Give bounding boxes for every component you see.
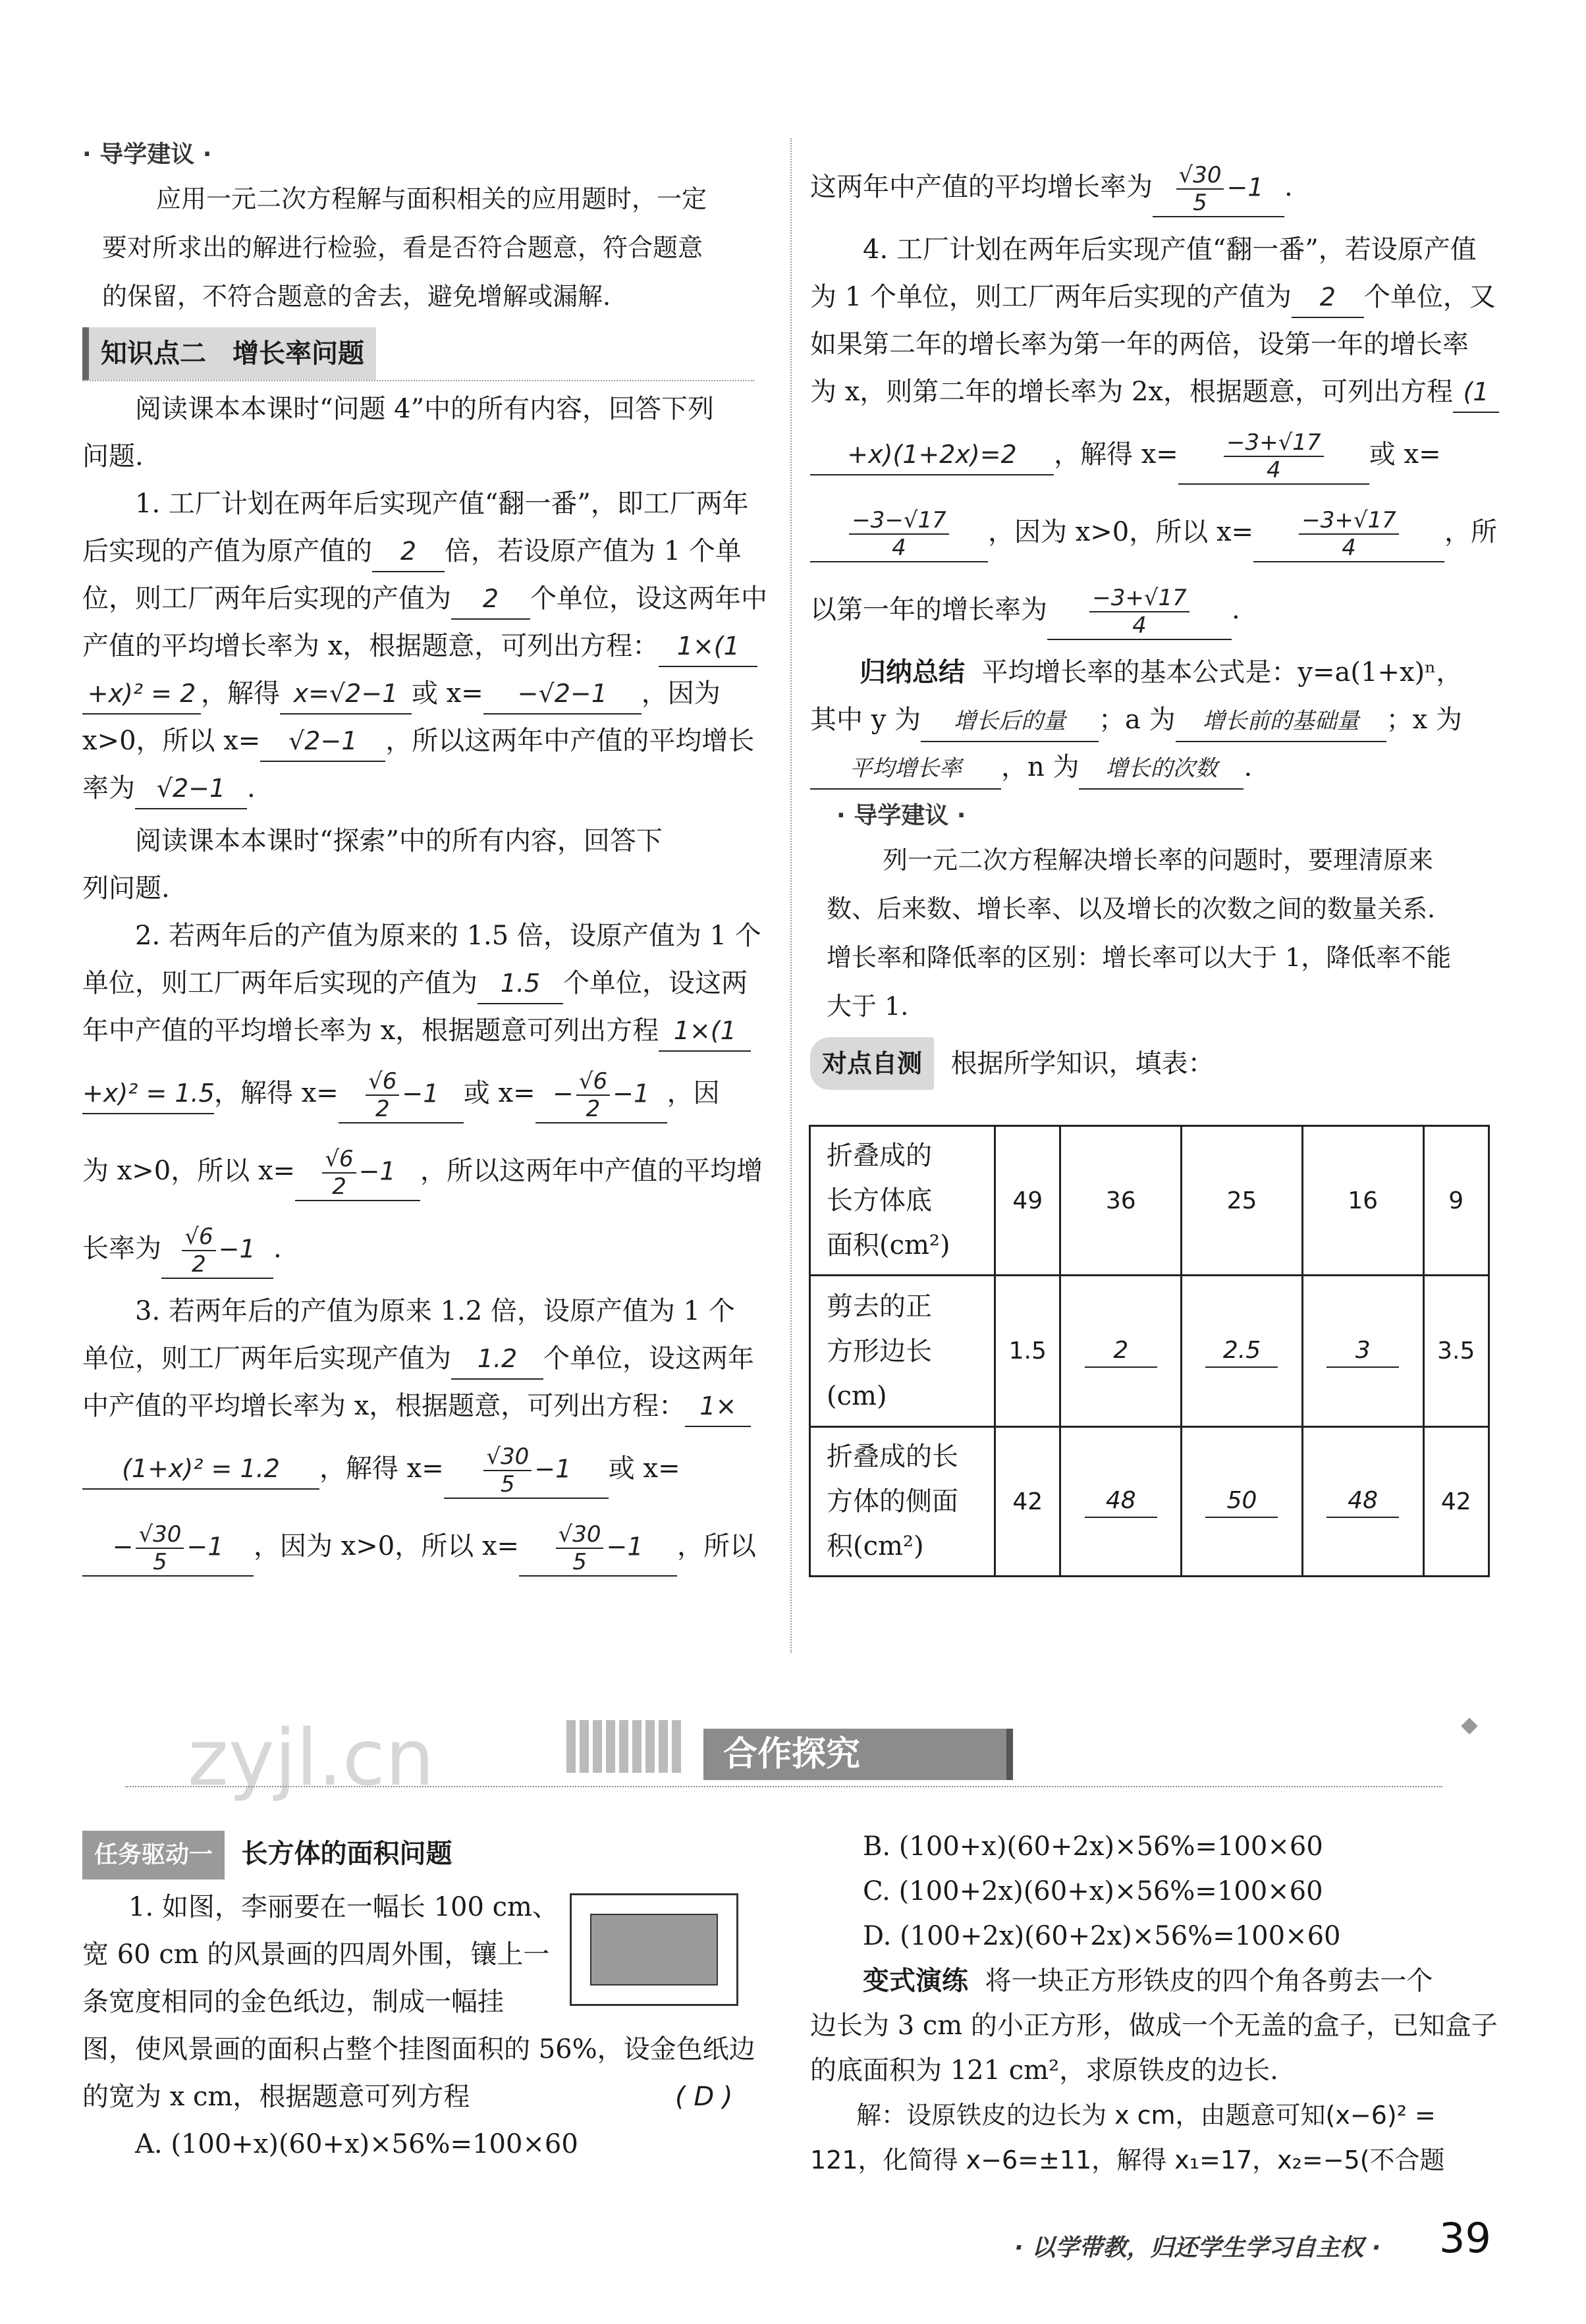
answer-blank: $\frac{√6}{2}$ −1 — [295, 1146, 420, 1201]
option-b: B. (100+x)(60+2x)×56%=100×60 — [863, 1831, 1323, 1862]
answer-blank: $\frac{-3-√17}{4}$ — [810, 507, 988, 562]
guide-title-2: · 导学建议 · — [836, 802, 966, 829]
page-number: 39 — [1439, 2214, 1491, 2262]
q3-continuation: 这两年中产值的平均增长率为 $\frac{√30}{5}$ −1 . — [810, 161, 1293, 216]
left-column — [82, 135, 767, 1585]
table-cell: 25 — [1182, 1126, 1303, 1276]
answer-blank: 2 — [372, 531, 445, 572]
summary-label: 归纳总结 — [860, 657, 965, 688]
answer-blank: +x)² = 2 — [82, 674, 201, 715]
answer-blank: 2 — [1292, 277, 1364, 318]
q1-line: +x)² = 2 ，解得 x=√2−1 或 x= −√2−1 ，因为 — [82, 670, 767, 717]
answer-blank: 2 — [451, 579, 530, 620]
q1-line: 位，则工厂两年后实现的产值为 2 个单位，设这两年中 — [82, 575, 767, 622]
table-cell: 49 — [995, 1126, 1060, 1276]
coop-q1-line: 宽 60 cm 的风景画的四周外围，镶上一 — [82, 1939, 550, 1970]
table-cell: 1.5 — [995, 1276, 1060, 1427]
option-a: A. (100+x)(60+x)×56%=100×60 — [135, 2129, 578, 2159]
solution-line: 解：设原铁皮的边长为 x cm，由题意可知(x−6)² = — [856, 2101, 1436, 2130]
table-row — [810, 1427, 1489, 1577]
guide-body-1 — [82, 175, 767, 321]
answer-blank: 1.2 — [451, 1339, 543, 1380]
section-title: 合作探究 — [723, 1735, 861, 1774]
q3-line: (1+x)² = 1.2 ，解得 x= $\frac{√30}{5}$ −1 或 x= — [82, 1430, 767, 1507]
variant-line: 变式演练 将一块正方形铁皮的四个角各剪去一个 — [863, 1966, 1433, 1996]
q1-line: 1. 工厂计划在两年后实现产值“翻一番”，即工厂两年 — [135, 489, 749, 519]
self-test-prompt: 根据所学知识，填表： — [950, 1048, 1215, 1079]
answer-blank: −√2−1 — [483, 674, 642, 715]
table-row — [810, 1126, 1489, 1276]
fill-table — [809, 1125, 1490, 1577]
answer-blank: $\frac{√30}{5}$ −1 — [444, 1444, 609, 1499]
answer-blank: $\frac{-3+√17}{4}$ — [1253, 507, 1444, 562]
table-cell: 36 — [1060, 1126, 1182, 1276]
guide-line: 列一元二次方程解决增长率的问题时，要理清原来 — [883, 846, 1434, 875]
knowledge-point-2-heading: 知识点二 增长率问题 — [82, 327, 376, 380]
answer-blank: $\frac{√6}{2}$ −1 — [339, 1068, 464, 1123]
coop-q1-line: 图，使风景画的面积占整个挂图面积的 56%，设金色纸边 — [82, 2034, 755, 2065]
section-rule — [125, 1786, 1442, 1787]
summary-line: 平均增长率 ，n 为 增长的次数 . — [810, 743, 1495, 791]
q2-line: 年中产值的平均增长率为 x，根据题意可列出方程 1×(1 — [82, 1007, 767, 1054]
q2-line: 2. 若两年后的产值为原来的 1.5 倍，设原产值为 1 个 — [135, 921, 761, 951]
variant-line: 的底面积为 121 cm²，求原铁皮的边长. — [810, 2055, 1278, 2086]
q3-line: 3. 若两年后的产值为原来 1.2 倍，设原产值为 1 个 — [135, 1296, 735, 1326]
answer-blank: +x)(1+2x)=2 — [810, 435, 1054, 475]
table-cell: 50 — [1182, 1427, 1303, 1577]
table-cell: 42 — [1423, 1427, 1489, 1577]
q4-line: 如果第二年的增长率为第一年的两倍，设第一年的增长率 — [810, 329, 1469, 360]
summary-line: 归纳总结 平均增长率的基本公式是：y=a(1+x)ⁿ， — [860, 657, 1463, 688]
self-test-heading — [810, 1037, 1495, 1090]
q4-line: 以第一年的增长率为 $\frac{-3+√17}{4}$ . — [810, 584, 1240, 639]
q2-line: 长率为 $\frac{√6}{2}$ −1 . — [82, 1223, 282, 1278]
q4-line: +x)(1+2x)=2 ，解得 x= $\frac{-3+√17}{4}$ 或 x= — [810, 416, 1495, 493]
answer-blank: 平均增长率 — [810, 749, 1001, 790]
task-heading — [82, 1831, 767, 1879]
table-cell: 3 — [1302, 1276, 1423, 1427]
q2-line: +x)² = 1.5，解得 x= $\frac{√6}{2}$ −1 或 x= − $\frac{√6}{2}$ −1 ，因 — [82, 1067, 720, 1122]
read-instruction: 阅读课本本课时“探索”中的所有内容，回答下 — [135, 826, 663, 856]
table-cell: 3.5 — [1423, 1276, 1489, 1427]
q1-line: 后实现的产值为原产值的 2 倍，若设原产值为 1 个单 — [82, 527, 767, 575]
guide-line: 的保留，不符合题意的舍去，避免增解或漏解. — [102, 282, 611, 311]
answer-blank: $\frac{√30}{5}$ −1 — [1153, 162, 1284, 217]
q4-line: 4. 工厂计划在两年后实现产值“翻一番”，若设原产值 — [863, 234, 1477, 265]
table-cell: 9 — [1423, 1126, 1489, 1276]
q2-line: 单位，则工厂两年后实现的产值为 1.5 个单位，设这两 — [82, 959, 767, 1007]
task-title: 长方体的面积问题 — [241, 1839, 452, 1869]
table-cell: 2.5 — [1182, 1276, 1303, 1427]
q1-line: x>0，所以 x= √2−1 ，所以这两年中产值的平均增长 — [82, 717, 767, 765]
answer-blank: 1× — [685, 1386, 751, 1427]
column-divider — [790, 138, 792, 1653]
answer-blank: $\frac{-3+√17}{4}$ — [1178, 429, 1369, 485]
guide-body-2 — [810, 836, 1495, 1031]
answer-blank: 增长前的基础量 — [1176, 701, 1386, 742]
footer-slogan: · 以学带教，归还学生学习自主权 · — [1014, 2234, 1381, 2261]
row-header: 剪去的正 方形边长 (cm) — [810, 1276, 995, 1427]
q4-line: 为 x，则第二年的增长率为 2x，根据题意，可列出方程 (1 — [810, 368, 1495, 416]
answer-blank: $\frac{√30}{5}$ −1 — [519, 1521, 677, 1577]
solution-line: 121，化简得 x−6=±11，解得 x₁=17，x₂=−5(不合题 — [810, 2146, 1445, 2175]
answer-blank: (1+x)² = 1.2 — [82, 1449, 319, 1490]
table-cell: 48 — [1060, 1427, 1182, 1577]
coop-q1-line: 1. 如图，李丽要在一幅长 100 cm、 — [128, 1892, 559, 1922]
option-d: D. (100+2x)(60+2x)×56%=100×60 — [863, 1921, 1341, 1951]
answer-blank: $\frac{-3+√17}{4}$ — [1047, 585, 1232, 640]
table-cell: 48 — [1302, 1427, 1423, 1577]
table-cell: 2 — [1060, 1276, 1182, 1427]
read-instruction: 问题. — [82, 441, 144, 472]
answer-choice: ( D ) — [675, 2082, 733, 2112]
right-column — [810, 148, 1498, 1090]
variant-line: 边长为 3 cm 的小正方形，做成一个无盖的盒子，已知盒子 — [810, 2011, 1498, 2041]
read-instruction: 列问题. — [82, 873, 170, 904]
coop-right-column — [810, 1824, 1498, 2182]
table-row — [810, 1276, 1489, 1427]
option-c: C. (100+2x)(60+x)×56%=100×60 — [863, 1876, 1323, 1906]
guide-line: 应用一元二次方程解与面积相关的应用题时，一定 — [156, 184, 707, 213]
guide-line: 大于 1. — [827, 992, 909, 1021]
answer-blank: $\frac{√6}{2}$ −1 — [161, 1224, 273, 1279]
self-test-label: 对点自测 — [810, 1037, 934, 1090]
table-cell: 42 — [995, 1427, 1060, 1577]
row-header: 折叠成的 长方体底 面积(cm²) — [810, 1126, 995, 1276]
guide-line: 数、后来数、增长率、以及增长的次数之间的数量关系. — [827, 894, 1436, 923]
answer-blank: 增长的次数 — [1079, 749, 1244, 790]
answer-blank: x=√2−1 — [280, 674, 412, 715]
section-ornament — [566, 1720, 685, 1773]
q3-line: − $\frac{√30}{5}$ −1 ，因为 x>0，所以 x= $\frac{√30}{5}$ −1 ，所以 — [82, 1507, 767, 1585]
coop-q1-line: 条宽度相同的金色纸边，制成一幅挂 — [82, 1987, 504, 2017]
table-cell: 16 — [1302, 1126, 1423, 1276]
q2-line: 为 x>0，所以 x= $\frac{√6}{2}$ −1 ，所以这两年中产值的平均增 — [82, 1145, 763, 1200]
answer-blank: − $\frac{√30}{5}$ −1 — [82, 1521, 254, 1577]
q4-line: 为 1 个单位，则工厂两年后实现的产值为 2 个单位，又 — [810, 273, 1495, 321]
q1-line: 率为 √2−1 . — [82, 765, 767, 812]
answer-blank: √2−1 — [135, 769, 247, 809]
framed-picture-figure — [570, 1893, 738, 2006]
answer-blank: 1×(1 — [659, 1011, 751, 1052]
answer-blank: 增长后的量 — [921, 701, 1099, 742]
watermark: zyjl.cn — [188, 1712, 435, 1803]
row-header: 折叠成的长 方体的侧面 积(cm²) — [810, 1427, 995, 1577]
diamond-ornament — [1461, 1717, 1477, 1734]
guide-title-1: · 导学建议 · — [82, 141, 212, 168]
answer-blank: (1 — [1453, 372, 1499, 413]
q3-line: 中产值的平均增长率为 x，根据题意，可列出方程： 1× — [82, 1382, 767, 1430]
answer-blank: − $\frac{√6}{2}$ −1 — [535, 1068, 667, 1123]
q1-line: 产值的平均增长率为 x，根据题意，可列出方程： 1×(1 — [82, 622, 767, 670]
answer-blank: 1.5 — [478, 963, 563, 1004]
q4-line: $\frac{-3-√17}{4}$ ，因为 x>0，所以 x= $\frac{-3+√17}{4}$ ，所 — [810, 493, 1495, 571]
coop-q1-line: 的宽为 x cm，根据题意可列方程 ( D ) — [82, 2073, 767, 2121]
answer-blank: +x)² = 1.5 — [82, 1073, 214, 1114]
summary-line: 其中 y 为 增长后的量 ；a 为 增长前的基础量 ；x 为 — [810, 696, 1495, 743]
answer-blank: √2−1 — [260, 721, 385, 762]
guide-line: 要对所求出的解进行检验，看是否符合题意，符合题意 — [102, 233, 703, 262]
variant-label: 变式演练 — [863, 1966, 968, 1996]
read-instruction: 阅读课本本课时“问题 4”中的所有内容，回答下列 — [135, 394, 715, 424]
picture-inner — [590, 1914, 718, 1986]
cooperative-inquiry-banner — [703, 1729, 1013, 1780]
task-label: 任务驱动一 — [82, 1831, 225, 1879]
q3-line: 单位，则工厂两年后实现产值为 1.2 个单位，设这两年 — [82, 1335, 767, 1382]
guide-line: 增长率和降低率的区别：增长率可以大于 1，降低率不能 — [827, 943, 1452, 972]
answer-blank: 1×(1 — [659, 626, 757, 667]
